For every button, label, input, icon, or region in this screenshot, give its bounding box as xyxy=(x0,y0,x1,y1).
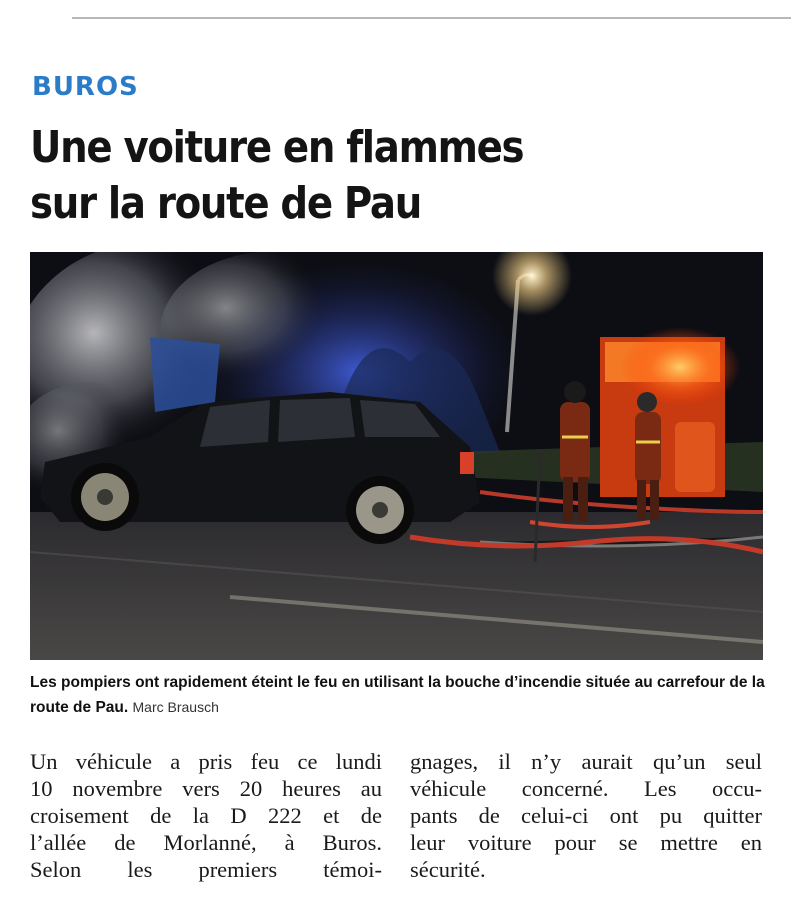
headline xyxy=(30,120,770,232)
body-line: véhicule concerné. Les occu- xyxy=(410,776,762,801)
body-line: sécurité. xyxy=(410,857,486,882)
photo-caption xyxy=(30,671,770,720)
section-kicker: BUROS xyxy=(32,72,139,102)
headline-line-1: Une voiture en flammes xyxy=(30,122,524,173)
photo-credit: Marc Brausch xyxy=(132,699,219,715)
body-line: Selon les premiers témoi- xyxy=(30,857,382,882)
body-line: Un véhicule a pris feu ce lundi xyxy=(30,749,382,774)
body-line: leur voiture pour se mettre en xyxy=(410,830,762,855)
body-line: 10 novembre vers 20 heures au xyxy=(30,776,382,801)
body-line: l’allée de Morlanné, à Buros. xyxy=(30,830,382,855)
body-column-1 xyxy=(30,748,382,883)
headline-line-2: sur la route de Pau xyxy=(30,178,421,229)
caption-text: Les pompiers ont rapidement éteint le feu en utilisant la bouche d’incendie située au carrefour de la route de Pau. xyxy=(30,674,765,716)
top-rule xyxy=(72,17,791,19)
body-line: gnages, il n’y aurait qu’un seul xyxy=(410,749,762,774)
body-column-2 xyxy=(410,748,762,883)
article-photo xyxy=(30,252,763,660)
body-line: croisement de la D 222 et de xyxy=(30,803,382,828)
body-line: pants de celui-ci ont pu quitter xyxy=(410,803,762,828)
